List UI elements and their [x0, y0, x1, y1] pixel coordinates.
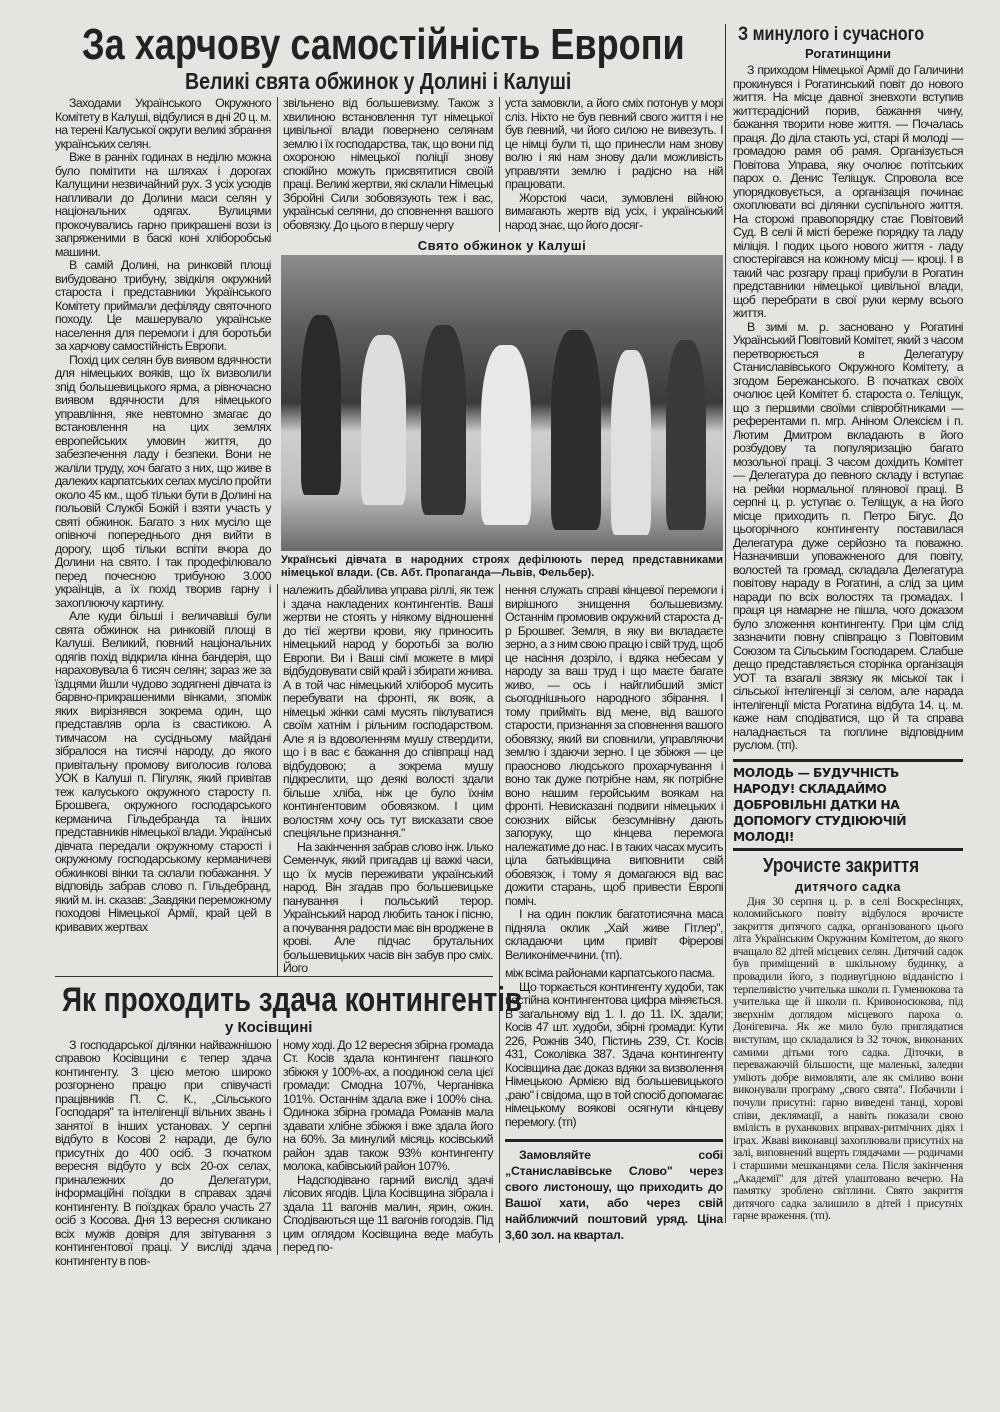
paragraph: нення служать справі кінцевої перемоги і вирішного знищення большевизму. Останнім промовив окружний староста д-р Брошвег. Земля, в яку ви вкладаєте зерно, а з ним свою працю і свій труд, щоб це насіння дозріло, і вдяка небесам у народу за ваш труд і що маєте багате живо, — ось і найглибший зміст сьогоднішнього народного збірання. І тому прийміть від мене, від вашого старости, признання за сповнення вашого обовязку, який ви сповнили, управляючи землю і здаючи зерно. І це збіжжя — це праосново людського прохарчування і воно так дуже потрібне нам, як потрібне воно нашим геройським воякам на фронті. Невисказані подвиги німецьких і союзних військ безсумнівну дають запоруку, що кінцева перемога належатиме до нас. І в таких часах мусить ціла батьківщина виповнити свій обовязок, і тому я домагаюся від вас дожити старань, щоб привести Европі поміч.	[505, 583, 723, 908]
paragraph: Але куди більші і величавіші були свята обжинок на ринковій площі в Калуші. Великий, повний національних одягів похід відкрила кінна бандерія, що нараховувала 6 тисяч селян; зараз же за їздцями йшли чудово зодягнені дівчата із барвно-прикрашеними вінками, зпоміж яких вирізнявся зокрема один, що представляв орла із свастикою. А тимчасом на сусідньому майдані зібралося на тисячі народу, до якого привітальну промову виголосив голова УОК в Калуші п. Пігуляк, який привітав теж калуського окружного старосту п. Брошвега, окружного господарського керманича Гільдебранда та інших представників німецької влади. Українські дівчата передали окружному старості і окружному господарському керманичеві обжинкові вінки та склали побажання. У відповідь забрав слово п. Гільдебранд, який м. ін. сказав: „Завдяки переможному походові Німецької Армії, край цей в кривавих жертвах	[55, 609, 271, 934]
divider	[505, 1139, 723, 1142]
photo-figure	[611, 350, 651, 535]
harvest-festival-photo	[281, 255, 723, 551]
paragraph: Вже в ранніх годинах в неділю можна було помітити на шляхах і дорогах Калущини незвичайний рух. З усіх усюдів напливали до Долини маси селян у національних одягах. Вулицями прокочувались гарно прикрашені вози із запряженими в баскі коні хліборобські машини.	[55, 150, 271, 259]
paragraph: Надсподівано гарний вислід здачі лісових ягодів. Ціла Косівщина зібрала і здала 11 вагонів малин, ярин, ожин. Сподіваються ще 11 вагонів гогодзів. Під цим оглядом Косівщина веде мабуть перед по-	[283, 1172, 493, 1254]
photo-block	[277, 232, 723, 584]
youth-appeal: МОЛОДЬ — БУДУЧНІСТЬ НАРОДУ! СКЛАДАЙМО ДОБРОВІЛЬНІ ДАТКИ НА ДОПОМОГУ СТУДІЮЮЧІЙ МОЛОДІ!	[733, 765, 907, 844]
photo-figure	[421, 325, 466, 515]
article-grid	[55, 97, 723, 1268]
article-column-2-mid	[277, 584, 493, 976]
paragraph: між всіма районами карпатського пасма.	[505, 966, 715, 980]
paragraph: І на один поклик багатотисячна маса підняла оклик „Хай живе Гітлер", складаючи цим привіт Фірерові Великонімеччини. (тп).	[505, 907, 723, 962]
article-column-3-top	[499, 97, 723, 232]
second-subheadline: у Косівщині	[225, 1018, 313, 1036]
paragraph: З господарської ділянки найважнішою справою Косівщини є тепер здача контингенту. З цією метою широко розгорнено працю при співучасті працівників П. С. К., „Сільського Господаря" та інтелігенції вільних звань і занятої в інших установах. У серпні відбуто в Косові 2 наради, де було присутніх до 400 осіб. З початком вересня відбуто у всіх 20-ох селах, приналежних до Делегатури, інформаційні поїздки в справах здачі контингенту. В поїздках брало участь 27 осіб з Косова. Дня 13 вересня скликано всіх мужів довіря для звітування з контингентової праці. У висліді здача контингенту в пов-	[55, 1037, 271, 1268]
photo-figure	[301, 315, 341, 495]
main-subheadline: Великі свята обжинок у Долині і Калуші	[185, 68, 572, 94]
subscription-notice: Замовляйте собі „Станиславівське Слово" через свого листоношу, що приходить до Вашої хати, або через свій найближчий поштовий уряд. Ціна 3,60 зол. на квартал.	[505, 1148, 723, 1242]
paragraph: Заходами Українського Окружного Комітету в Калуші, відбулися в дні 20 ц. м. на терені Калуської округи великі збрання українських селян.	[55, 96, 271, 151]
paragraph: ному ході. До 12 вересня збірна громада Ст. Косів здала контингент пашного збіжжя у 100%-ах, а поодинокі села цієї громади: Смодна 107%, Черганівка 101%. Останнім здала вже і 100% сіна. Одинока збірна громада Романів мала здавати хлібне збіжжя і вже здала його на 60%. За минулий місяць косівський район здав також 93% контингенту молока, кабівський район 107%.	[283, 1037, 493, 1173]
paragraph: З приходом Німецької Армії до Галичини прокинувся і Рогатинський повіт до нового життя. На місце давної зневхоти вступив життєрадісний порив, бажання чину, бажання творити нове життя. — Почалась праця. До діла стають усі, старі й молоді — громадою рамя об рамя. Організується Повітова Управа, яку очолює потітських парох о. Денис Теліщук. Спровола все упорядковується, а організація починає охоплювати всі ділянки суспільного життя. На сторожі правопорядку стає Повітовий Суд. В селі й місті береже порядку та ладу міліція. І подих цього нового життя - ладу спостерігався на кожному місці — кроці. І в такий час розгару праці прибули в Рогатин представники німецької цивільної влади, щоб перебрати в свої руки керму всього життя.	[733, 63, 963, 320]
paragraph: звільнено від большевизму. Також з хвилиною встановлення тут німецької цивільної влади повернено селянам землю і їх господарства, так, що вони під охороною німецької поліції знову спокійно можуть присвятитися своїй праці. Великі жертви, які склали Німецькі Збройні Сили зобовязують теж і вас, українські селяни, до сповнення вашого обовязку. До цього в першу чергу	[283, 96, 493, 232]
photo-figure	[481, 345, 531, 525]
left-section	[55, 0, 723, 1268]
contingent-column-2	[277, 1039, 493, 1255]
masthead	[55, 0, 723, 97]
paragraph: Дня 30 серпня ц. р. в селі Воскресінцях, коломийського повіту відбулося врочисте закриття дитячого садка, організованого цього літа Українським Окружним Комітетом, до якого вчащало 82 дітей місцевих селян. Дитячий садок був приміщений в шкільному будинку, а провадили його, з подивугідною відданістю і терпеливістю учителька школи п. Гуменюкова та учителька ще й школи п. Кривоносюкова, під зверхнім доглядом місцевого пароха о. Донігевича. Як же мило було приглядатися виступам, що складалися із 32 точок, виконаних самими дітьми того садка. Діточки, в переважаючій більшости, ще маленькі, заледви уміють добре вимовляти, але як сміливо вони виконували програму „свого свята". Побачили і почули присутні: гарно виведені танці, хорові співи, деклямації, а навіть показали свою вмілість в руханкових вправах-ритмічних діях і іграх. Жваві виконавці захоплювали присутніх на залі, виповнений вщерть глядачами — родичами і старшими мешканцями села. Після закінчення „Академії" для дітей улаштовано вечерю. На памятку зроблено світлини. Свято закриття дитячого садка залишило в дітей і присутніх гарне враження. (тп).	[733, 895, 963, 1223]
paragraph: В самій Долині, на ринковій площі вибудовано трибуну, звідкіля окружний староста і представники Українського Комітету приймали дефіляду святочного походу. Це машерувало українське населення для перемоги і для боротьби за харчову самостійність Европи.	[55, 258, 271, 353]
article-column-3-mid	[499, 584, 723, 1243]
paragraph: Жорстокі часи, зумовлені війною вимагають жертв від усіх, і український народ знає, що його досяг-	[505, 190, 723, 232]
contingent-column-1	[55, 1039, 271, 1269]
paragraph: В зимі м. р. засновано у Рогатині Український Повітовий Комітет, який з часом перетворюється в Делегатуру Станиславівського Окружного Комітету, а згодом Бережанського. В початках своїх очолює цей Комітет б. староста о. Теліщук, що з першими своїми співробітниками — референтами п. мгр. Аніном Олексієм і п. Лютим Дмитром вкладають в його розбудову та популяризацію багато мозольної праці. З часом дохідить Комітет — Делегатура до певного складу і вступає на рейки нормальної плянової праці. В серпні ц. р. уступає о. Теліщук, а на його місце приходить п. Петро Бігус. До цьогорічного контингенту поставилася Делегатура дуже серйозно та поважно. Назначивши уповажненого для повіту, волостей та громад, складала Делегатура повітову нараду в Рогатині, а слід за цим наради по всіх волостях та громадах. І праця ця намарне не пішла, чого доказом було зложення контингенту. При цім слід зазначити повну співпрацю з Повітовим Союзом та Сільським Господарем. Слабше дещо представляється сторінка організація УОТ та взагалі звязку як міської так і сільської інтелігенції зі селом, але нарада інтелігенції міста Рогатина відбута 14. ц. м. каже нам сподіватися, що й та справа наладнається та поплине відповідним руслом. (тп).	[733, 319, 963, 752]
main-headline: За харчову самостійність Европи	[82, 20, 685, 69]
article-column-1	[55, 97, 271, 934]
sidebar-title: З минулого і сучасного	[738, 24, 925, 45]
divider	[733, 848, 963, 851]
sidebar-subtitle: Рогатинщини	[805, 46, 891, 61]
paragraph: На закінчення забрав слово інж. Ілько Семенчук, який пригадав ці важкі часи, що їх мусів переживати український народ. Він згадав про большевицьке панування і польський терор. Український народ любить танок і пісню, а почування радости має він вроджене в крові. Але підчас брутальних большевицьких часів він забув про сміх. Його	[283, 839, 493, 975]
photo-caption: Українські дівчата в народних строях дефілюють перед представниками німецької влади. (Св. Абт. Пропаганда—Львів, Фельбер).	[281, 554, 723, 579]
kindergarten-subtitle: дитячого садка	[794, 878, 902, 894]
photo-figure	[361, 335, 406, 505]
paragraph: належить дбайлива управа ріллі, як теж і здача накладених контингентів. Ваші жертви не стоять у ніякому відношенні до тієї жертви крови, яку приносить німецький народ у боротьбі за волю Европи. Ви і Ваші сімї можете в мирі відбудовувати свій край і збирати жнива. А в той час німецький хлібороб мусить перебувати на фронті, як вояк, а німецькі жінки самі мусять піклуватися своїм хатнім і рільним господарством. Але я із вдоволенням мушу ствердити, що і в вас є бажання до співпраці над відбудовою; а зокрема мушу підкреслити, що деякі волості здали більше хліба, ніж це було їхнім контингентовим обовязком. І цим волостям хочу ось тут висказати свое спеціяльне признання."	[283, 583, 493, 840]
second-article-header	[55, 976, 523, 1039]
sidebar-column	[733, 64, 963, 753]
second-headline: Як проходить здача контингентів	[62, 980, 523, 1019]
kindergarten-title: Урочисте закриття	[763, 854, 920, 877]
paragraph: Що торкається контингенту худоби, так постійна контингентова цифра міняється. В загальному від 1. І. до 11. IX. здали; Косів 47 шт. худоби, збірні громади: Кути 226, Рожнів 340, Пістинь 239, Ст. Косів 431, Соколівка 387. Здача контингенту Косівщина дає доказ вдяки за визволення Німецькою Армією від большевицького „раю" і свідома, що в той спосіб допомагає німецькому воякові осягнути кінцеву перемогу. (тп)	[505, 979, 723, 1129]
photo-figure	[551, 330, 601, 530]
article-column-2-top	[277, 97, 493, 232]
photo-title: Свято обжинок у Калуші	[417, 238, 587, 253]
paragraph: Похід цих селян був виявом вдячности для німецьких вояків, що їх визволили зпід большевицького ярма, а рівночасно виявом вдячности для німецького управління, яке невтомно змагає до встановлення на цих землях европейських умовин життя, до забезпечення ладу і безпеки. Вони не жаліли труду, хоч багато з них, що живе в далеких карпатських селах мусіло пройти около 45 км., щоб тільки бути в Долині на польовій Службі Божій і взяти участь у святі обжинок. Багато з них мусіло ще опівночі попереднього дня вийти в дорогу, щоб тільки вспіти вчора до Долини на свято. І так продефілювало перед почесною трибуною 3.000 українців, а їх похід творив гарну і захоплюючу картину.	[55, 352, 271, 610]
photo-figure	[666, 340, 706, 530]
kindergarten-article	[733, 896, 963, 1223]
paragraph: уста замовкли, а його сміх потонув у морі сліз. Ніхто не був певний свого життя і не був певний, чи його силою не вивезуть. І це німці були ті, що принесли нам знову волю і які нам знову дали можливість управляти землю і радісно на ній працювати.	[505, 96, 723, 191]
divider	[733, 759, 963, 762]
sidebar	[725, 24, 963, 1223]
